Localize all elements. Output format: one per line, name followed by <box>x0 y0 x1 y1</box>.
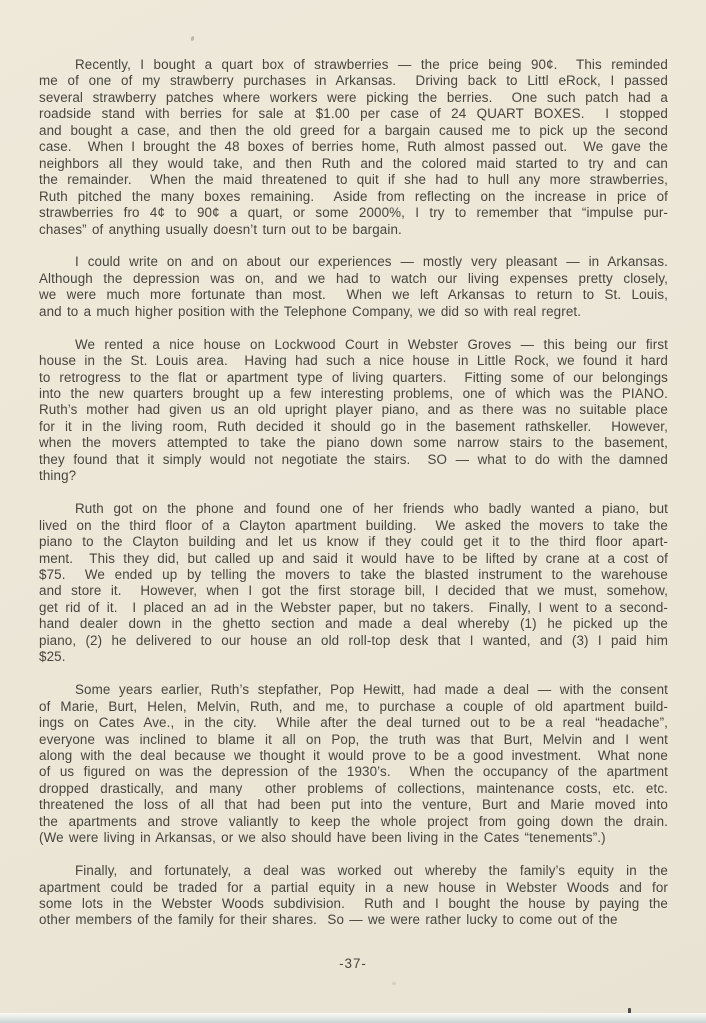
scan-speck <box>392 982 396 985</box>
document-body <box>39 57 668 945</box>
text-line: hand dealer down in the ghetto section and made a deal whereby (1) he picked up the <box>39 616 668 632</box>
text-line: thing? <box>39 468 77 484</box>
paragraph <box>39 57 668 238</box>
text-line: chases” of anything usually doesn’t turn out to be bargain. <box>39 221 402 237</box>
text-line: the apartments and strove valiantly to keep the whole project from going down the drain. <box>39 813 668 829</box>
text-line: we were much more fortunate than most. When we left Arkansas to return to St. Louis, <box>39 287 668 303</box>
text-line: apartment could be traded for a partial equity in a new house in Webster Woods and for <box>39 879 668 895</box>
text-line: $75. We ended up by telling the movers to take the blasted instrument to the warehouse <box>39 567 668 582</box>
text-line: piano to the Clayton building and let us know if they could get it to the third floor apart- <box>39 534 668 550</box>
text-line: and store it. However, when I got the first storage bill, I decided that we must, somehow, <box>39 583 668 599</box>
text-line: Recently, I bought a quart box of strawberries — the price being 90¢. This reminded <box>75 57 668 72</box>
text-line: they found that it simply would not negotiate the stairs. SO — what to do with the damned <box>39 451 668 467</box>
text-line: Some years earlier, Ruth’s stepfather, Pop Hewitt, had made a deal — with the consent <box>75 682 668 698</box>
text-line: everyone was inclined to blame it all on Pop, the truth was that Burt, Melvin and I went <box>39 731 668 747</box>
text-line: (We were living in Arkansas, or we also should have been living in the Cates “tenements”.) <box>39 830 606 846</box>
text-line: get rid of it. I placed an ad in the Webster paper, but no takers. Finally, I went to a second- <box>39 599 668 615</box>
paragraph <box>39 863 668 929</box>
text-line: me of one of my strawberry purchases in Arkansas. Driving back to Littl eRock, I passed <box>39 73 668 89</box>
text-line: and bought a case, and then the old greed for a bargain caused me to pick up the second <box>39 122 668 138</box>
text-line: for it in the living room, Ruth decided it should go in the basement rathskeller. However, <box>39 418 668 434</box>
text-line: the remainder. When the maid threatened to quit if she had to hull any more strawberries, <box>39 172 668 188</box>
text-line: and to a much higher position with the Telephone Company, we did so with real regret. <box>39 303 582 319</box>
text-line: when the movers attempted to take the piano down some narrow stairs to the basement, <box>39 435 668 451</box>
text-line: along with the deal because we thought it would prove to be a good investment. What none <box>39 747 668 763</box>
text-line: strawberries fro 4¢ to 90¢ a quart, or some 2000%, I try to remember that “impulse pur- <box>39 205 668 221</box>
text-line: several strawberry patches where workers were picking the berries. One such patch had a <box>39 89 668 105</box>
text-line: dropped drastically, and many other problems of collections, maintenance costs, etc. etc. <box>39 780 668 796</box>
text-line: We rented a nice house on Lockwood Court in Webster Groves — this being our first <box>75 336 668 352</box>
paragraph <box>39 501 668 666</box>
scan-speck <box>190 36 194 42</box>
text-line: Ruth’s mother had given us an old upright player piano, and as there was no suitable place <box>39 402 668 418</box>
text-line: neighbors all they would take, and then Ruth and the colored maid started to try and can <box>39 155 668 171</box>
text-line: house in the St. Louis area. Having had such a nice house in Little Rock, we found it hard <box>39 353 668 369</box>
text-line: ings on Cates Ave., in the city. While after the deal turned out to be a real “headache”, <box>39 715 668 731</box>
text-line: Ruth got on the phone and found one of her friends who badly wanted a piano, but <box>75 501 668 517</box>
text-line: some lots in the Webster Woods subdivision. Ruth and I bought the house by paying the <box>39 896 668 912</box>
text-line: case. When I brought the 48 boxes of berries home, Ruth almost passed out. We gave the <box>39 139 668 155</box>
text-line: lived on the third floor of a Clayton apartment building. We asked the movers to take the <box>39 517 668 533</box>
text-line: Finally, and fortunately, a deal was worked out whereby the family’s equity in the <box>75 863 668 879</box>
scan-bottom-edge <box>0 1013 706 1023</box>
text-line: into the new quarters brought up a few interesting problems, one of which was the PIANO. <box>39 386 668 402</box>
paragraph <box>39 682 668 847</box>
text-line: other members of the family for their shares. So — we were rather lucky to come out of the <box>39 912 618 928</box>
text-line: of us figured on was the depression of the 1930’s. When the occupancy of the apartment <box>39 764 668 780</box>
text-line: of Marie, Burt, Helen, Melvin, Ruth, and me, to purchase a couple of old apartment build- <box>39 698 668 714</box>
paragraph <box>39 254 668 320</box>
text-line: $25. <box>39 649 66 665</box>
text-line: roadside stand with berries for sale at $1.00 per case of 24 QUART BOXES. I stopped <box>39 106 668 122</box>
text-line: Although the depression was on, and we had to watch our living expenses pretty closely, <box>39 270 668 286</box>
text-line: I could write on and on about our experiences — mostly very pleasant — in Arkansas. <box>75 254 668 270</box>
text-line: Ruth pitched the many boxes remaining. Aside from reflecting on the increase in price of <box>39 188 668 204</box>
text-line: threatened the loss of all that had been put into the venture, Burt and Marie moved into <box>39 797 668 813</box>
text-line: ment. This they did, but called up and said it would have to be lifted by crane at a cost of <box>39 550 668 566</box>
paragraph <box>39 337 668 485</box>
text-line: to retrogress to the flat or apartment type of living quarters. Fitting some of our belongings <box>39 369 668 385</box>
page-number: -37- <box>339 956 367 971</box>
text-line: piano, (2) he delivered to our house an old roll-top desk that I wanted, and (3) I paid him <box>39 632 668 648</box>
